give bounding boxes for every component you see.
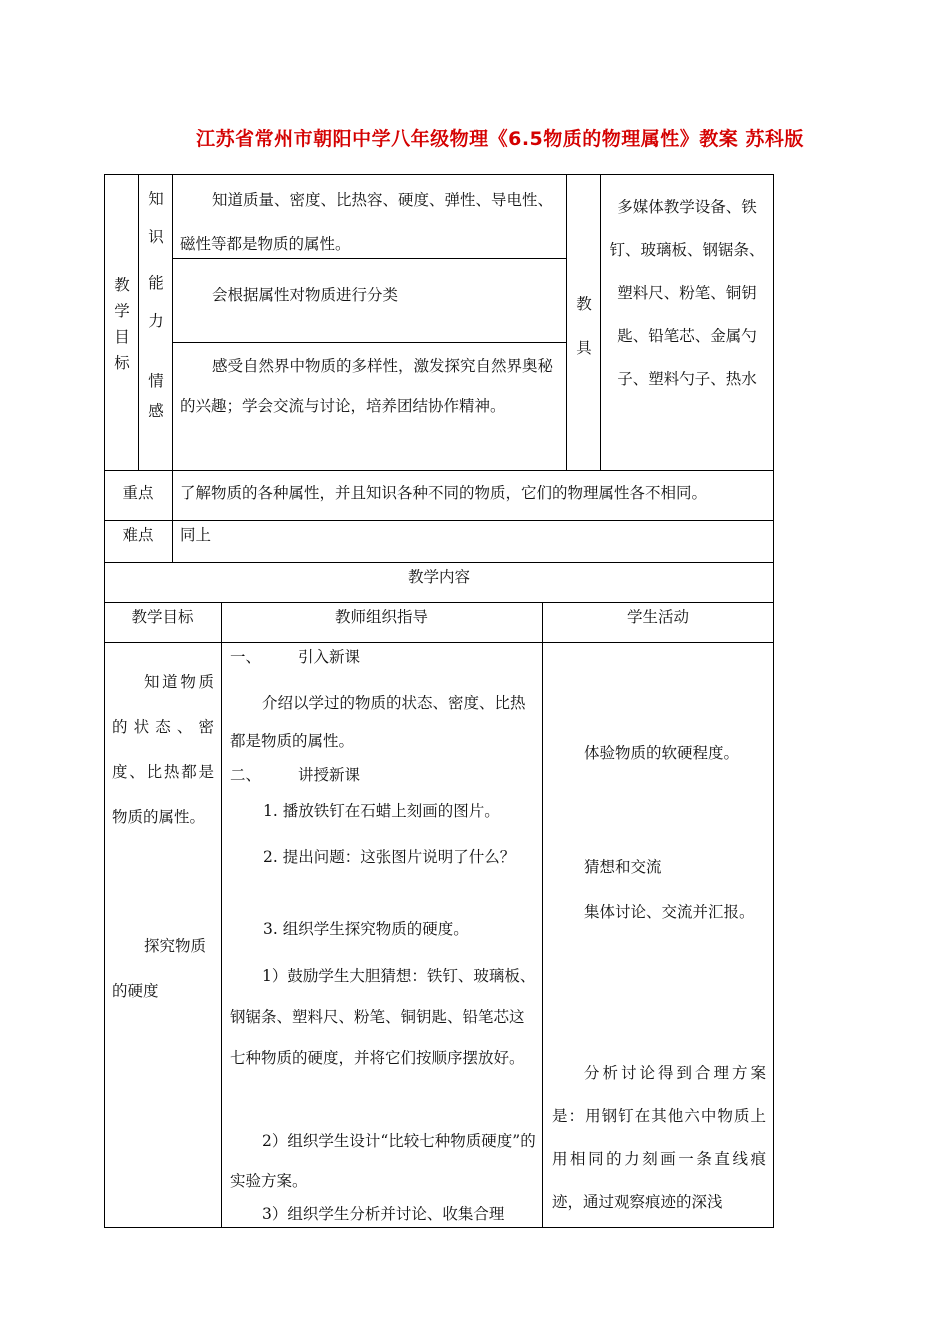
difficulty-label: 难点 [122,526,154,544]
content-header: 教学内容 [407,568,470,586]
emotion-label: 情感 [148,372,164,420]
goal-text-2: 探究物质的硬度 [112,937,207,1000]
section-1-text: 介绍以学过的物质的状态、密度、比热都是物质的属性。 [230,694,526,750]
section-2-number: 二、 [230,766,262,784]
section-1-number: 一、 [230,648,262,666]
ability-label: 能力 [148,274,164,330]
goal-text-1: 知道物质的状态、密度、比热都是物质的属性。 [112,673,214,826]
step-3: 3. 组织学生探究物质的硬度。 [263,920,469,938]
step-2: 2. 提出问题：这张图片说明了什么？ [263,848,516,866]
key-point-label: 重点 [122,484,154,502]
activity-1: 体验物质的软硬程度。 [584,744,740,762]
knowledge-label: 知识 [148,190,164,246]
section-2-title: 讲授新课 [298,766,361,784]
column-header-goal: 教学目标 [131,608,194,626]
difficulty-text: 同上 [180,526,212,544]
step-1: 1. 播放铁钉在石蜡上刻画的图片。 [263,802,500,820]
goals-label: 教学目标 [114,276,130,372]
ability-text: 会根据属性对物质进行分类 [212,286,399,304]
tools-label: 教具 [576,295,592,357]
column-header-student: 学生活动 [626,608,689,626]
activity-2: 猜想和交流 [584,858,662,876]
tools-text: 多媒体教学设备、铁钉、玻璃板、钢锯条、塑料尺、粉笔、铜钥匙、铅笔芯、金属勺子、塑料勺子、热水 [609,198,765,388]
key-point-text: 了解物质的各种属性，并且知识各种不同的物质，它们的物理属性各不相同。 [180,484,708,502]
document-title: 江苏省常州市朝阳中学八年级物理《6.5物质的物理属性》教案 苏科版 [196,128,804,150]
emotion-text: 感受自然界中物质的多样性，激发探究自然界奥秘的兴趣；学会交流与讨论，培养团结协作精神。 [180,357,554,415]
activity-3: 集体讨论、交流并汇报。 [584,903,755,921]
substep-1: 1）鼓励学生大胆猜想：铁钉、玻璃板、钢锯条、塑料尺、粉笔、铜钥匙、铅笔芯这七种物质的硬度，并将它们按顺序摆放好。 [230,967,536,1067]
column-header-teacher: 教师组织指导 [334,608,428,626]
substep-3: 3）组织学生分析并讨论、收集合理 [262,1205,505,1223]
substep-2: 2）组织学生设计“比较七种物质硬度”的实验方案。 [230,1132,536,1190]
section-1-title: 引入新课 [298,648,361,666]
activity-4: 分析讨论得到合理方案是：用钢钉在其他六中物质上用相同的力刻画一条直线痕迹，通过观察痕迹的深浅 [552,1064,766,1211]
knowledge-text: 知道质量、密度、比热容、硬度、弹性、导电性、磁性等都是物质的属性。 [180,191,554,253]
